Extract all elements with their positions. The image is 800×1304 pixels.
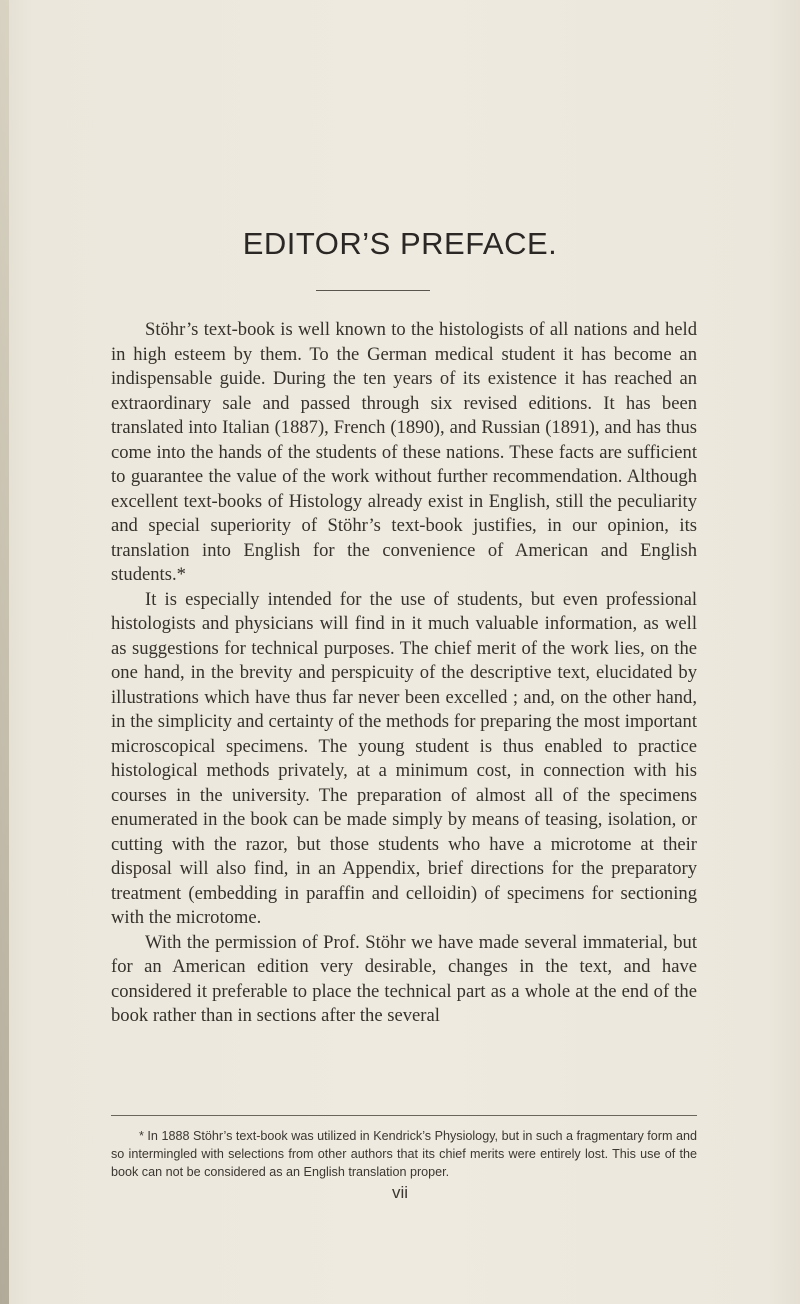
preface-body bbox=[111, 318, 697, 1029]
title-divider bbox=[316, 290, 430, 291]
paragraph-3: With the permission of Prof. Stöhr we have made several immaterial, but for an American edition very desirable, changes in the text, and have considered it preferable to place the technical part as a whole at the end of the book rather than in sections after the several bbox=[111, 931, 697, 1026]
page-title: EDITOR’S PREFACE. bbox=[242, 226, 558, 261]
page-number: vii bbox=[391, 1183, 409, 1202]
page-edge-shadow bbox=[0, 0, 9, 1304]
paragraph-2: It is especially intended for the use of students, but even professional histologists and physicians will find in it much valuable information, as well as suggestions for technical purposes. The chief merit of the work lies, on the one hand, in the brevity and perspicuity of the descriptive text, elucidated by illustrations which have thus far never been excelled ; and, on the other hand, in the simplicity and certainty of the methods for preparing the most important microscopical specimens. The young student is thus enabled to practice histological methods privately, at a minimum cost, in connection with his courses in the university. The preparation of almost all of the specimens enumerated in the book can be made simply by means of teasing, isolation, or cutting with the razor, but those students who have a microtome at their disposal will also find, in an Appendix, brief directions for the preparatory treatment (embedding in paraffin and celloidin) of specimens for sectioning with the microtome. bbox=[111, 588, 697, 928]
footnote-divider bbox=[111, 1115, 697, 1116]
paragraph-1: Stöhr’s text-book is well known to the histologists of all nations and held in high esteem by them. To the German medical student it has become an indispensable guide. During the ten years of its existence it has reached an extraordinary sale and passed through six revised editions. It has been translated into Italian (1887), French (1890), and Russian (1891), and has thus come into the hands of the students of these nations. These facts are sufficient to guarantee the value of the work without further recommendation. Although excellent text-books of Histology already exist in English, still the peculiarity and special superiority of Stöhr’s text-book justifies, in our opinion, its translation into English for the convenience of American and English students.* bbox=[111, 319, 697, 585]
footnote: * In 1888 Stöhr’s text-book was utilized in Kendrick’s Physiology, but in such a fragmentary form and so intermingled with selections from other authors that its chief merits were entirely lost. This use of the book can not be considered as an English translation proper. bbox=[111, 1129, 697, 1179]
